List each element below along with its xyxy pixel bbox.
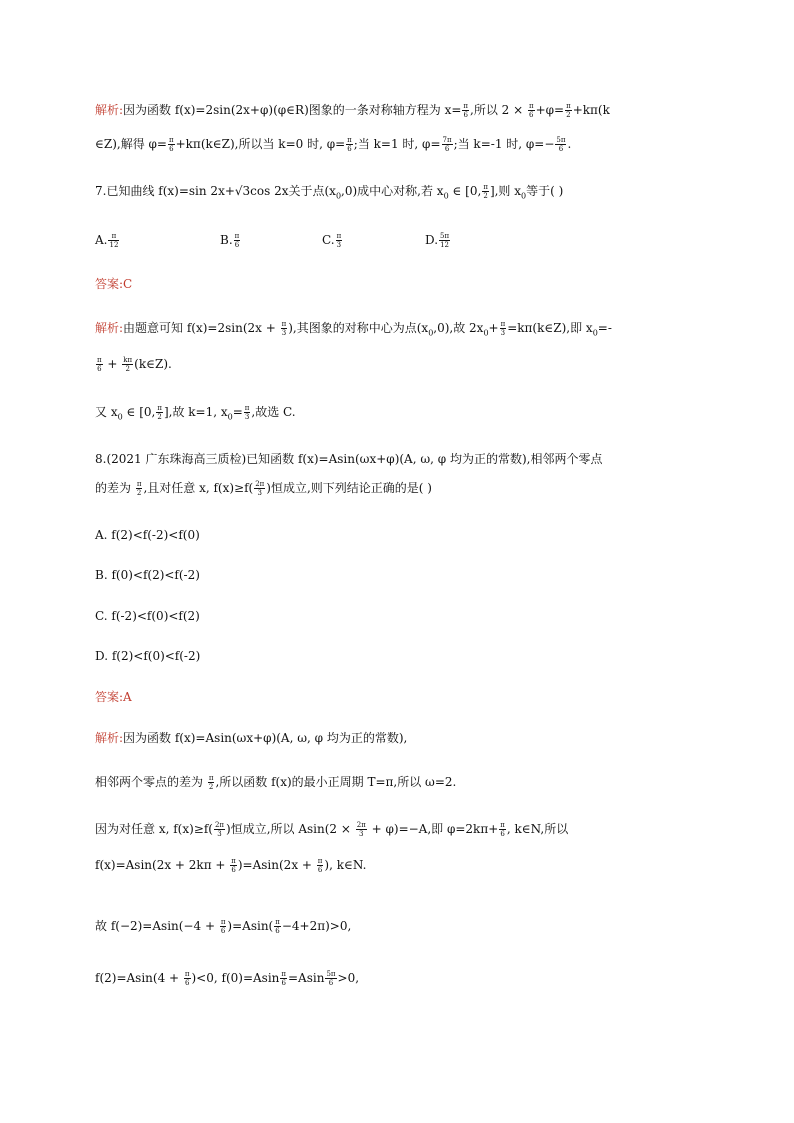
numerator: π xyxy=(97,356,102,364)
denominator: 6 xyxy=(281,979,286,987)
subscript: 0 xyxy=(483,328,489,338)
text: 相邻两个零点的差为 xyxy=(95,775,207,789)
fraction xyxy=(156,404,163,421)
text: ,0)成中心对称,若 x xyxy=(341,184,444,198)
fraction xyxy=(214,821,225,838)
denominator: 6 xyxy=(347,145,352,153)
text: + xyxy=(488,321,499,335)
fraction xyxy=(442,136,453,153)
numerator: π xyxy=(528,102,534,110)
denominator: 2 xyxy=(157,413,162,421)
text: =kπ(k∈Z),即 x xyxy=(507,321,593,335)
option-7c xyxy=(322,232,343,249)
text: )恒成立,所以 Asin(2 × xyxy=(226,822,355,836)
subscript: 0 xyxy=(521,191,527,201)
text: 的差为 xyxy=(95,481,135,495)
numerator: 2π xyxy=(356,821,366,829)
fraction xyxy=(274,918,281,935)
fraction xyxy=(555,136,566,153)
denominator: 2 xyxy=(483,192,488,200)
explanation-7-line-1 xyxy=(95,320,612,341)
numerator: 2π xyxy=(255,480,265,488)
numerator: π xyxy=(347,136,352,144)
fraction xyxy=(136,480,143,497)
question-8-line-2 xyxy=(95,480,432,497)
text: ), k∈N. xyxy=(324,858,367,872)
denominator: 6 xyxy=(231,866,236,874)
explanation-label: 解析: xyxy=(95,103,124,117)
fraction xyxy=(280,970,287,987)
fraction xyxy=(281,320,288,337)
numerator: π xyxy=(281,320,287,328)
text: =Asin xyxy=(288,971,325,985)
numerator: π xyxy=(220,918,226,926)
subscript: 0 xyxy=(428,328,434,338)
text: 因为函数 f(x)=Asin(ωx+φ)(A, ω, φ 均为正的常数), xyxy=(123,731,408,745)
numerator: π xyxy=(500,320,506,328)
explanation-label: 解析: xyxy=(95,321,124,335)
fraction xyxy=(234,232,241,249)
text: , k∈N,所以 xyxy=(506,822,569,836)
answer-7: 答案:C xyxy=(95,277,133,291)
fraction xyxy=(168,136,175,153)
text: ,所以 2 × xyxy=(470,103,527,117)
fraction xyxy=(317,857,324,874)
fraction xyxy=(96,356,103,373)
numerator: π xyxy=(136,480,142,488)
fraction xyxy=(499,821,506,838)
fraction xyxy=(500,320,507,337)
numerator: π xyxy=(157,404,162,412)
explanation-6-line-2 xyxy=(95,136,571,153)
option-8d: D. f(2)<f(0)<f(-2) xyxy=(95,649,201,663)
denominator: 6 xyxy=(500,830,505,838)
text: )恒成立,则下列结论正确的是( ) xyxy=(266,481,432,495)
text: 因为函数 f(x)=2sin(2x+φ)(φ∈R)图象的一条对称轴方程为 x= xyxy=(123,103,462,117)
fraction xyxy=(220,918,227,935)
explanation-8-line-3 xyxy=(95,821,568,838)
explanation-8-line-1 xyxy=(95,730,407,746)
fraction xyxy=(565,102,572,119)
explanation-8-line-5 xyxy=(95,918,351,935)
option-7d xyxy=(425,232,451,249)
fraction xyxy=(208,774,215,791)
explanation-label: 解析: xyxy=(95,731,124,745)
numerator: 7π xyxy=(442,136,452,144)
denominator: 6 xyxy=(328,979,334,987)
denominator: 2 xyxy=(125,365,130,373)
numerator: π xyxy=(234,232,240,240)
denominator: 3 xyxy=(336,241,342,249)
fraction xyxy=(122,356,133,373)
denominator: 12 xyxy=(109,241,119,249)
text: >0, xyxy=(337,971,360,985)
denominator: 3 xyxy=(217,830,222,838)
text: 故 f(−2)=Asin(−4 + xyxy=(95,919,219,933)
text: f(2)=Asin(4 + xyxy=(95,971,183,985)
text: +kπ(k xyxy=(572,103,610,117)
numerator: π xyxy=(108,232,119,241)
denominator: 3 xyxy=(244,413,250,421)
text: D. xyxy=(425,233,439,247)
explanation-7-line-3 xyxy=(95,404,296,425)
denominator: 6 xyxy=(220,927,226,935)
denominator: 12 xyxy=(440,241,449,249)
subscript: 0 xyxy=(443,191,449,201)
subscript: 0 xyxy=(592,328,598,338)
denominator: 3 xyxy=(500,329,506,337)
question-7 xyxy=(95,183,563,204)
text: A. xyxy=(95,233,108,247)
text: f(x)=Asin(2x + 2kπ + xyxy=(95,858,230,872)
subscript: 0 xyxy=(227,412,233,422)
denominator: 6 xyxy=(317,866,323,874)
text: . xyxy=(567,137,572,151)
denominator: 3 xyxy=(281,329,287,337)
text: C. xyxy=(322,233,335,247)
numerator: kπ xyxy=(123,356,133,364)
numerator: 2π xyxy=(214,821,225,829)
numerator: π xyxy=(281,970,286,978)
numerator: 5π xyxy=(556,136,566,144)
numerator: π xyxy=(483,183,488,191)
text: ],则 x xyxy=(489,184,522,198)
numerator: 5π xyxy=(326,970,336,978)
denominator: 2 xyxy=(136,489,142,497)
option-8c: C. f(-2)<f(0)<f(2) xyxy=(95,609,200,623)
denominator: 6 xyxy=(444,145,450,153)
text: ;当 k=-1 时, φ=− xyxy=(453,137,555,151)
text: 因为对任意 x, f(x)≥f( xyxy=(95,822,213,836)
fraction xyxy=(244,404,251,421)
numerator: π xyxy=(463,102,469,110)
text: 8.(2021 广东珠海高三质检)已知函数 f(x)=Asin(ωx+φ)(A, ω, φ 均为正的常数),相邻两个零点 xyxy=(95,452,603,466)
numerator: π xyxy=(566,102,571,110)
text: )=Asin(2x + xyxy=(237,858,316,872)
denominator: 3 xyxy=(359,830,364,838)
numerator: π xyxy=(317,857,323,865)
numerator: 5π xyxy=(440,232,450,240)
text: (k∈Z). xyxy=(134,357,172,371)
text: ∈ [0, xyxy=(448,184,482,198)
text: ∈Z),解得 φ= xyxy=(95,137,167,151)
denominator: 6 xyxy=(184,979,190,987)
text: + xyxy=(103,357,122,371)
text: +kπ(k∈Z),所以当 k=0 时, φ= xyxy=(175,137,346,151)
fraction xyxy=(462,102,469,119)
numerator: π xyxy=(244,404,250,412)
fraction xyxy=(356,821,367,838)
text: 7.已知曲线 f(x)=sin 2x+√3cos 2x关于点(x xyxy=(95,184,336,198)
fraction xyxy=(325,970,336,987)
fraction xyxy=(230,857,237,874)
explanation-8-line-6 xyxy=(95,970,359,987)
text: 等于( ) xyxy=(526,184,564,198)
numerator: π xyxy=(336,232,342,240)
numerator: π xyxy=(275,918,280,926)
denominator: 6 xyxy=(463,111,468,119)
fraction xyxy=(439,232,450,249)
denominator: 6 xyxy=(234,241,240,249)
numerator: π xyxy=(169,136,174,144)
text: ,所以函数 f(x)的最小正周期 T=π,所以 ω=2. xyxy=(215,775,457,789)
option-7a xyxy=(95,232,120,249)
explanation-8-line-2 xyxy=(95,774,456,791)
option-8a: A. f(2)<f(-2)<f(0) xyxy=(95,528,200,542)
text: 又 x xyxy=(95,405,118,419)
denominator: 6 xyxy=(169,145,174,153)
text: ;当 k=1 时, φ= xyxy=(353,137,441,151)
denominator: 6 xyxy=(558,145,564,153)
text: ∈ [0, xyxy=(122,405,156,419)
fraction xyxy=(254,480,265,497)
numerator: π xyxy=(184,970,190,978)
text: ],故 k=1, x xyxy=(163,405,228,419)
text: )<0, f(0)=Asin xyxy=(191,971,280,985)
option-8b: B. f(0)<f(2)<f(-2) xyxy=(95,568,200,582)
answer-8: 答案:A xyxy=(95,690,132,704)
numerator: π xyxy=(500,821,505,829)
explanation-6-line-1 xyxy=(95,102,610,119)
numerator: π xyxy=(208,774,214,782)
fraction xyxy=(108,232,119,249)
text: ,故选 C. xyxy=(251,405,296,419)
text: = xyxy=(232,405,243,419)
denominator: 2 xyxy=(208,783,214,791)
text: ,且对任意 x, f(x)≥f( xyxy=(143,481,254,495)
subscript: 0 xyxy=(117,412,123,422)
text: B. xyxy=(220,233,233,247)
text: ),其图象的对称中心为点(x xyxy=(288,321,429,335)
fraction xyxy=(184,970,191,987)
question-8-line-1 xyxy=(95,451,602,467)
fraction xyxy=(346,136,353,153)
option-7b xyxy=(220,232,241,249)
subscript: 0 xyxy=(335,191,342,201)
denominator: 3 xyxy=(257,489,262,497)
denominator: 6 xyxy=(529,111,534,119)
denominator: 6 xyxy=(275,927,280,935)
text: 由题意可知 f(x)=2sin(2x + xyxy=(123,321,280,335)
explanation-8-line-4 xyxy=(95,857,366,874)
text: )=Asin( xyxy=(227,919,274,933)
fraction xyxy=(336,232,343,249)
fraction xyxy=(528,102,535,119)
explanation-7-line-2 xyxy=(95,356,172,373)
fraction xyxy=(482,183,489,200)
text: +φ= xyxy=(535,103,565,117)
text: ,0),故 2x xyxy=(433,321,484,335)
denominator: 2 xyxy=(566,111,571,119)
denominator: 6 xyxy=(97,365,102,373)
text: + φ)=−A,即 φ=2kπ+ xyxy=(367,822,499,836)
text: =- xyxy=(597,321,612,335)
text: −4+2π)>0, xyxy=(281,919,352,933)
numerator: π xyxy=(231,857,236,865)
